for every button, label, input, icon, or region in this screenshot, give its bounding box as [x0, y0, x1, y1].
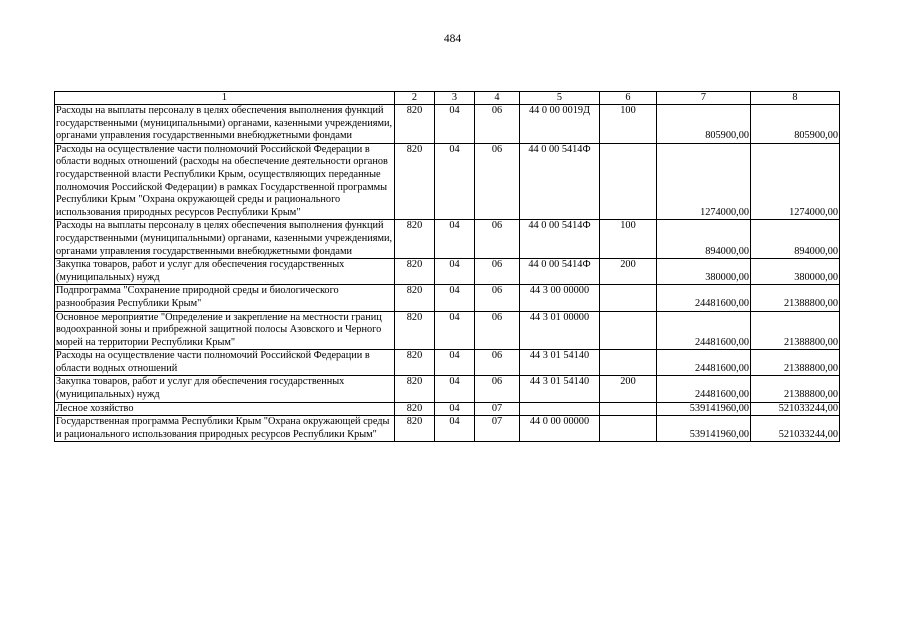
cell-subsection: 06 — [475, 259, 520, 285]
cell-amount-year2: 805900,00 — [751, 105, 840, 144]
cell-expense-type — [600, 350, 657, 376]
cell-section: 04 — [435, 105, 475, 144]
cell-description: Государственная программа Республики Крым "Охрана окружающей среды и рационального использования природных ресурсов Республики Крым" — [55, 416, 395, 442]
cell-section: 04 — [435, 259, 475, 285]
cell-subsection: 06 — [475, 105, 520, 144]
cell-amount-year1: 24481600,00 — [657, 376, 751, 402]
cell-subsection: 06 — [475, 350, 520, 376]
cell-amount-year1: 24481600,00 — [657, 285, 751, 311]
cell-admin-code: 820 — [395, 350, 435, 376]
cell-description: Расходы на выплаты персоналу в целях обеспечения выполнения функций государственными (муниципальными) органами, казенными учреждениями, органами управления государственными внебюджетными фондами — [55, 220, 395, 259]
table-row — [55, 143, 840, 220]
cell-expense-type — [600, 311, 657, 350]
cell-amount-year1: 1274000,00 — [657, 143, 751, 220]
cell-amount-year2: 894000,00 — [751, 220, 840, 259]
cell-amount-year2: 21388800,00 — [751, 350, 840, 376]
cell-subsection: 07 — [475, 416, 520, 442]
cell-target-article: 44 0 00 0019Д — [520, 105, 600, 144]
cell-description: Расходы на осуществление части полномочий Российской Федерации в области водных отношений — [55, 350, 395, 376]
cell-admin-code: 820 — [395, 376, 435, 402]
cell-description: Закупка товаров, работ и услуг для обеспечения государственных (муниципальных) нужд — [55, 376, 395, 402]
cell-target-article: 44 0 00 5414Ф — [520, 143, 600, 220]
table-row — [55, 285, 840, 311]
table-row — [55, 311, 840, 350]
cell-section: 04 — [435, 311, 475, 350]
cell-amount-year2: 521033244,00 — [751, 416, 840, 442]
cell-admin-code: 820 — [395, 285, 435, 311]
cell-admin-code: 820 — [395, 259, 435, 285]
cell-section: 04 — [435, 220, 475, 259]
cell-section: 04 — [435, 350, 475, 376]
cell-expense-type — [600, 285, 657, 311]
cell-amount-year1: 539141960,00 — [657, 402, 751, 416]
cell-target-article: 44 0 00 5414Ф — [520, 220, 600, 259]
page-number: 484 — [443, 33, 462, 45]
cell-subsection: 06 — [475, 376, 520, 402]
header-cell-5: 5 — [520, 92, 600, 105]
cell-section: 04 — [435, 285, 475, 311]
cell-expense-type: 100 — [600, 105, 657, 144]
cell-subsection: 06 — [475, 220, 520, 259]
header-cell-7: 7 — [657, 92, 751, 105]
table-row — [55, 402, 840, 416]
cell-target-article: 44 3 01 54140 — [520, 376, 600, 402]
cell-description: Закупка товаров, работ и услуг для обеспечения государственных (муниципальных) нужд — [55, 259, 395, 285]
table-row — [55, 105, 840, 144]
cell-target-article: 44 0 00 5414Ф — [520, 259, 600, 285]
table-row — [55, 220, 840, 259]
table-row — [55, 416, 840, 442]
cell-admin-code: 820 — [395, 416, 435, 442]
table-row — [55, 376, 840, 402]
cell-subsection: 06 — [475, 143, 520, 220]
cell-amount-year1: 805900,00 — [657, 105, 751, 144]
cell-description: Лесное хозяйство — [55, 402, 395, 416]
cell-section: 04 — [435, 402, 475, 416]
cell-admin-code: 820 — [395, 105, 435, 144]
cell-admin-code: 820 — [395, 311, 435, 350]
cell-amount-year1: 24481600,00 — [657, 350, 751, 376]
table-row — [55, 259, 840, 285]
header-cell-6: 6 — [600, 92, 657, 105]
cell-expense-type: 100 — [600, 220, 657, 259]
cell-admin-code: 820 — [395, 143, 435, 220]
cell-description: Основное мероприятие "Определение и закрепление на местности границ водоохранной зоны и прибрежной защитной полосы Азовского и Черного морей на территории Республики Крым" — [55, 311, 395, 350]
cell-expense-type: 200 — [600, 376, 657, 402]
cell-expense-type — [600, 143, 657, 220]
cell-section: 04 — [435, 376, 475, 402]
cell-amount-year2: 380000,00 — [751, 259, 840, 285]
header-cell-1: 1 — [55, 92, 395, 105]
cell-expense-type — [600, 416, 657, 442]
cell-target-article: 44 3 01 54140 — [520, 350, 600, 376]
header-cell-3: 3 — [435, 92, 475, 105]
cell-amount-year2: 1274000,00 — [751, 143, 840, 220]
cell-subsection: 07 — [475, 402, 520, 416]
budget-table — [54, 91, 840, 442]
cell-description: Расходы на осуществление части полномочий Российской Федерации в области водных отношений (расходы на обеспечение деятельности органов государственной власти Республики Крым, осуществляющих переданные полномочия Российской Федерации) в рамках Государственной программы Республики Крым "Охрана окружающей среды и рационального использования природных ресурсов Республики Крым" — [55, 143, 395, 220]
header-row — [55, 92, 840, 105]
cell-expense-type: 200 — [600, 259, 657, 285]
cell-section: 04 — [435, 416, 475, 442]
cell-amount-year2: 521033244,00 — [751, 402, 840, 416]
cell-target-article: 44 3 01 00000 — [520, 311, 600, 350]
cell-section: 04 — [435, 143, 475, 220]
cell-amount-year2: 21388800,00 — [751, 311, 840, 350]
cell-amount-year1: 24481600,00 — [657, 311, 751, 350]
cell-expense-type — [600, 402, 657, 416]
cell-subsection: 06 — [475, 311, 520, 350]
cell-amount-year1: 380000,00 — [657, 259, 751, 285]
cell-amount-year1: 894000,00 — [657, 220, 751, 259]
cell-description: Расходы на выплаты персоналу в целях обеспечения выполнения функций государственными (муниципальными) органами, казенными учреждениями, органами управления государственными внебюджетными фондами — [55, 105, 395, 144]
header-cell-8: 8 — [751, 92, 840, 105]
cell-amount-year2: 21388800,00 — [751, 376, 840, 402]
cell-amount-year1: 539141960,00 — [657, 416, 751, 442]
cell-description: Подпрограмма "Сохранение природной среды и биологического разнообразия Республики Крым" — [55, 285, 395, 311]
header-cell-4: 4 — [475, 92, 520, 105]
cell-subsection: 06 — [475, 285, 520, 311]
cell-target-article: 44 0 00 00000 — [520, 416, 600, 442]
header-cell-2: 2 — [395, 92, 435, 105]
cell-target-article: 44 3 00 00000 — [520, 285, 600, 311]
cell-amount-year2: 21388800,00 — [751, 285, 840, 311]
cell-admin-code: 820 — [395, 220, 435, 259]
cell-target-article — [520, 402, 600, 416]
cell-admin-code: 820 — [395, 402, 435, 416]
table-row — [55, 350, 840, 376]
